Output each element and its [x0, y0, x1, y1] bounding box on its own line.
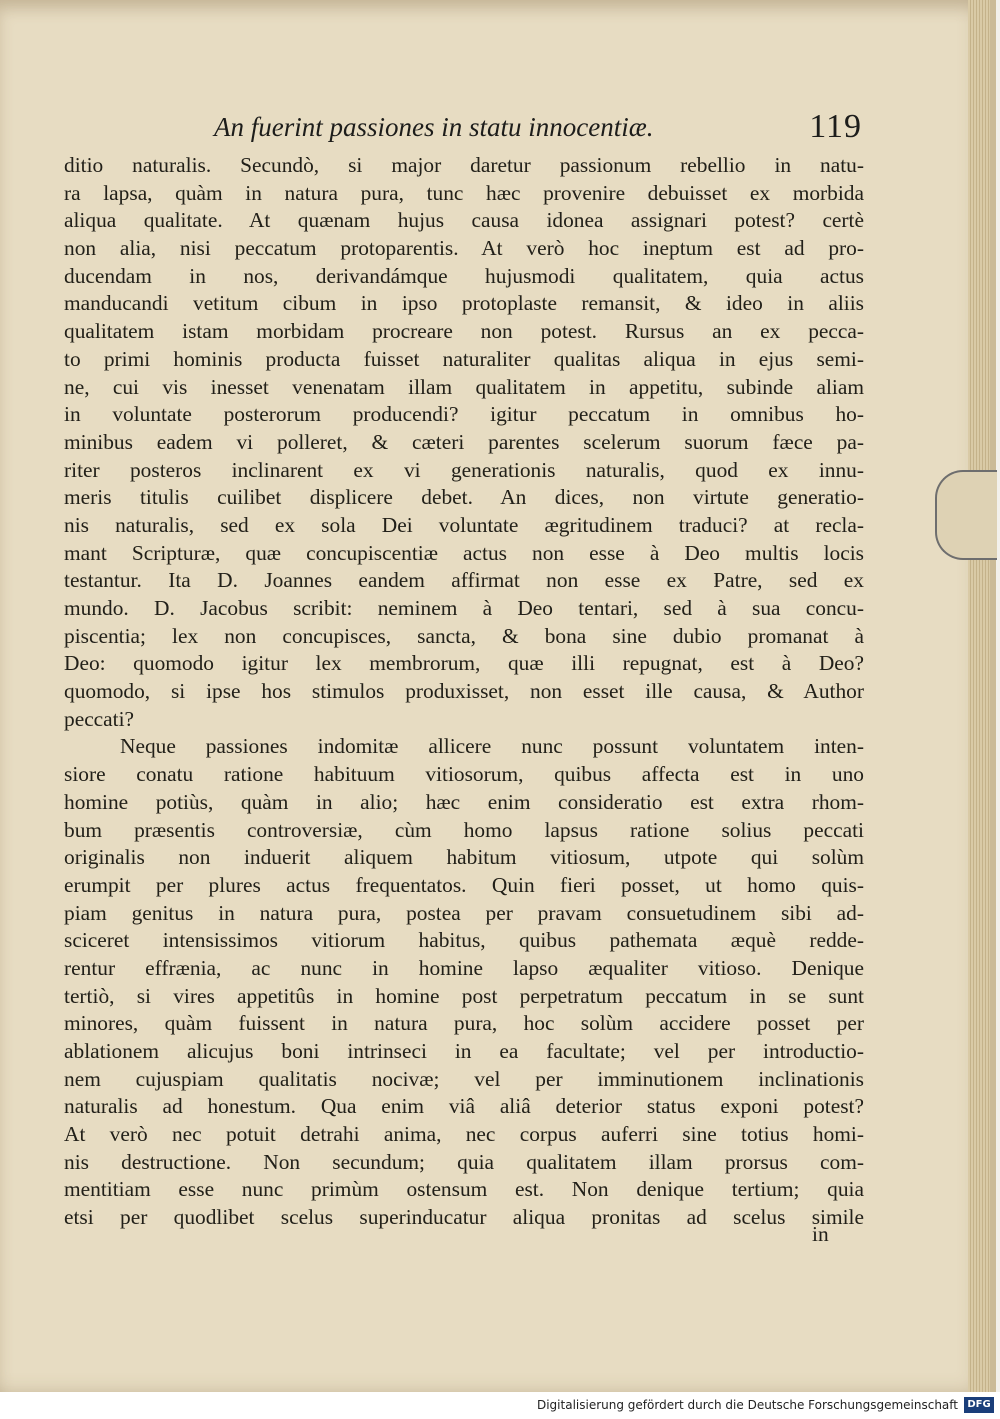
- text-line: Deo: quomodo igitur lex membrorum, quæ illi repugnat, est à Deo?: [64, 651, 864, 676]
- text-line: mentitiam esse nunc primùm ostensum est. Non denique tertium; quia: [64, 1177, 864, 1202]
- text-line: in voluntate posterorum producendi? igitur peccatum in omnibus ho-: [64, 402, 864, 427]
- text-line: mant Scripturæ, quæ concupiscentiæ actus non esse à Deo multis locis: [64, 540, 864, 565]
- text-line: ne, cui vis inesset venenatam illam qualitatem in appetitu, subinde aliam: [64, 374, 864, 399]
- text-line: sciceret intensissimos vitiorum habitus, quibus pathemata æquè redde-: [64, 928, 864, 953]
- text-line: originalis non induerit aliquem habitum vitiosum, utpote qui solùm: [64, 845, 864, 870]
- text-line: qualitatem istam morbidam procreare non potest. Rursus an ex pecca-: [64, 319, 864, 344]
- text-line: riter posteros inclinarent ex vi generationis naturalis, quod ex innu-: [64, 457, 864, 482]
- text-line: ra lapsa, quàm in natura pura, tunc hæc provenire debuisset ex morbida: [64, 180, 864, 205]
- text-line: siore conatu ratione habituum vitiosorum, quibus affecta est in uno: [64, 762, 864, 787]
- text-line: quomodo, si ipse hos stimulos produxisset, non esset ille causa, & Author: [64, 679, 864, 704]
- dfg-logo: DFG: [964, 1397, 994, 1413]
- text-line: rentur effrænia, ac nunc in homine lapso æqualiter vitioso. Denique: [64, 955, 864, 980]
- text-line: erumpit per plures actus frequentatos. Quin fieri posset, ut homo quis-: [64, 872, 864, 897]
- text-line: minibus eadem vi polleret, & cæteri parentes scelerum suorum fæce pa-: [64, 429, 864, 454]
- text-line: manducandi vetitum cibum in ipso protoplaste remansit, & ideo in aliis: [64, 291, 864, 316]
- running-title: An fuerint passiones in statu innocentiæ.: [214, 112, 654, 142]
- text-line: etsi per quodlibet scelus superinducatur aliqua pronitas ad scelus simile: [64, 1205, 864, 1230]
- catchword: in: [812, 1222, 829, 1246]
- text-line: nis naturalis, sed ex sola Dei voluntate ægritudinem traduci? at recla-: [64, 512, 864, 537]
- text-line: Neque passiones indomitæ allicere nunc possunt voluntatem inten-: [120, 734, 864, 759]
- text-line: aliqua qualitate. At quænam hujus causa idonea assignari potest? certè: [64, 208, 864, 233]
- text-line: piscentia; lex non concupisces, sancta, & bona sine dubio promanat à: [64, 623, 864, 648]
- text-line: tertiò, si vires appetitûs in homine post perpetratum peccatum in se sunt: [64, 983, 864, 1008]
- text-line: ducendam in nos, derivandámque hujusmodi qualitatem, quia actus: [64, 263, 864, 288]
- text-line: bum præsentis controversiæ, cùm homo lapsus ratione solius peccati: [64, 817, 864, 842]
- text-line: At verò nec potuit detrahi anima, nec corpus auferri sine totius homi-: [64, 1122, 864, 1147]
- page-number: 119: [809, 108, 862, 145]
- text-line: ditio naturalis. Secundò, si major daretur passionum rebellio in natu-: [64, 153, 864, 177]
- text-line: minores, quàm fuissent in natura pura, hoc solùm accidere posset per: [64, 1011, 864, 1036]
- digitization-footer: [0, 1392, 1000, 1419]
- text-line: mundo. D. Jacobus scribit: neminem à Deo tentari, sed à sua concu-: [64, 596, 864, 620]
- text-line: testantur. Ita D. Joannes eandem affirmat non esse ex Patre, sed ex: [64, 568, 864, 593]
- page-edge: [968, 0, 990, 1392]
- text-line: non alia, nisi peccatum protoparentis. At verò hoc ineptum est ad pro-: [64, 236, 864, 261]
- footer-text: Digitalisierung gefördert durch die Deutsche Forschungsgemeinschaft: [536, 1398, 958, 1412]
- text-line: peccati?: [64, 706, 135, 731]
- text-line: to primi hominis producta fuisset naturaliter qualitas aliqua in ejus semi-: [64, 346, 864, 371]
- body-text: [64, 152, 864, 1232]
- text-line: piam genitus in natura pura, postea per pravam consuetudinem sibi ad-: [64, 900, 864, 925]
- text-line: naturalis ad honestum. Qua enim viâ aliâ deterior status exponi potest?: [64, 1094, 864, 1119]
- text-line: ablationem alicujus boni intrinseci in ea facultate; vel per introductio-: [64, 1039, 864, 1063]
- text-line: homine potiùs, quàm in alio; hæc enim consideratio est extra rhom-: [64, 789, 864, 814]
- text-line: meris titulis cuilibet displicere debet. An dices, non virtute generatio-: [64, 485, 864, 510]
- thumb-tab: [935, 470, 997, 560]
- page-header: [200, 108, 880, 148]
- text-line: nem cujuspiam qualitatis nocivæ; vel per imminutionem inclinationis: [64, 1066, 864, 1091]
- text-line: nis destructione. Non secundum; quia qualitatem illam prorsus com-: [64, 1149, 864, 1174]
